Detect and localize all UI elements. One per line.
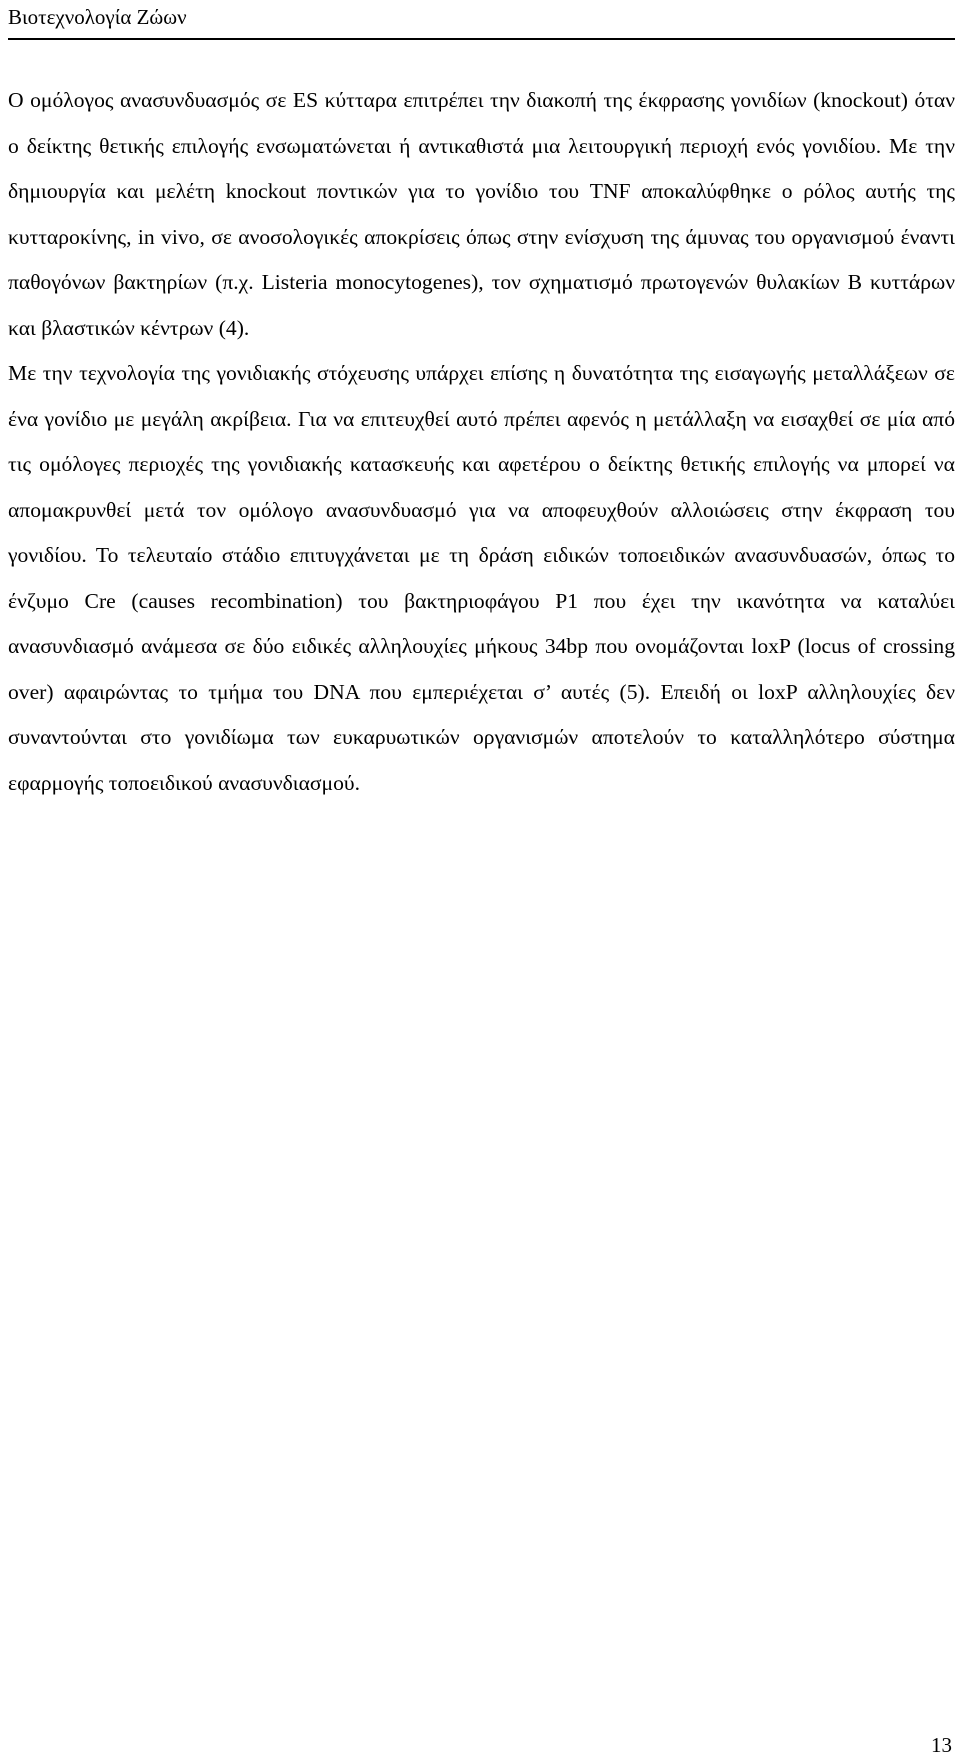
paragraph-knockout: Ο ομόλογος ανασυνδυασμός σε ES κύτταρα επιτρέπει την διακοπή της έκφρασης γονιδίων (knockout) όταν ο δείκτης θετικής επιλογής ενσωματώνεται ή αντικαθιστά μια λειτουργική περιοχή ενός γονιδίου. Με την δημιουργία και μελέτη knockout ποντικών για το γονίδιο του TNF αποκαλύφθηκε ο ρόλος αυτής της κυτταροκίνης, in vivo, σε ανοσολογικές αποκρίσεις όπως στην ενίσχυση της άμυνας του οργανισμού έναντι παθογόνων βακτηρίων (π.χ. Listeria monocytogenes), τον σχηματισμό πρωτογενών θυλακίων Β κυττάρων και βλαστικών κέντρων (4). [8, 88, 955, 340]
running-header: Βιοτεχνολογία Ζώων [8, 5, 187, 29]
body-text [8, 78, 955, 806]
page-number: 13 [931, 1733, 952, 1757]
paragraph-gene-targeting: Με την τεχνολογία της γονιδιακής στόχευσης υπάρχει επίσης η δυνατότητα της εισαγωγής μεταλλάξεων σε ένα γονίδιο με μεγάλη ακρίβεια. Για να επιτευχθεί αυτό πρέπει αφενός η μετάλλαξη να εισαχθεί σε μία από τις ομόλογες περιοχές της γονιδιακής κατασκευής και αφετέρου ο δείκτης θετικής επιλογής να μπορεί να απομακρυνθεί μετά τον ομόλογο ανασυνδυασμό για να αποφευχθούν αλλοιώσεις στην έκφραση του γονιδίου. Το τελευταίο στάδιο επιτυγχάνεται με τη δράση ειδικών τοποειδικών ανασυνδυασών, όπως το ένζυμο Cre (causes recombination) του βακτηριοφάγου P1 που έχει την ικανότητα να καταλύει ανασυνδιασμό ανάμεσα σε δύο ειδικές αλληλουχίες μήκους 34bp που ονομάζονται loxP (locus of crossing over) αφαιρώντας το τμήμα του DNA που εμπεριέχεται σ’ αυτές (5). Επειδή οι loxP αλληλουχίες δεν συναντούνται στο γονιδίωμα των ευκαρυωτικών οργανισμών αποτελούν το καταλληλότερο σύστημα εφαρμογής τοποειδικού ανασυνδιασμού. [8, 361, 955, 795]
header-divider [8, 38, 955, 40]
